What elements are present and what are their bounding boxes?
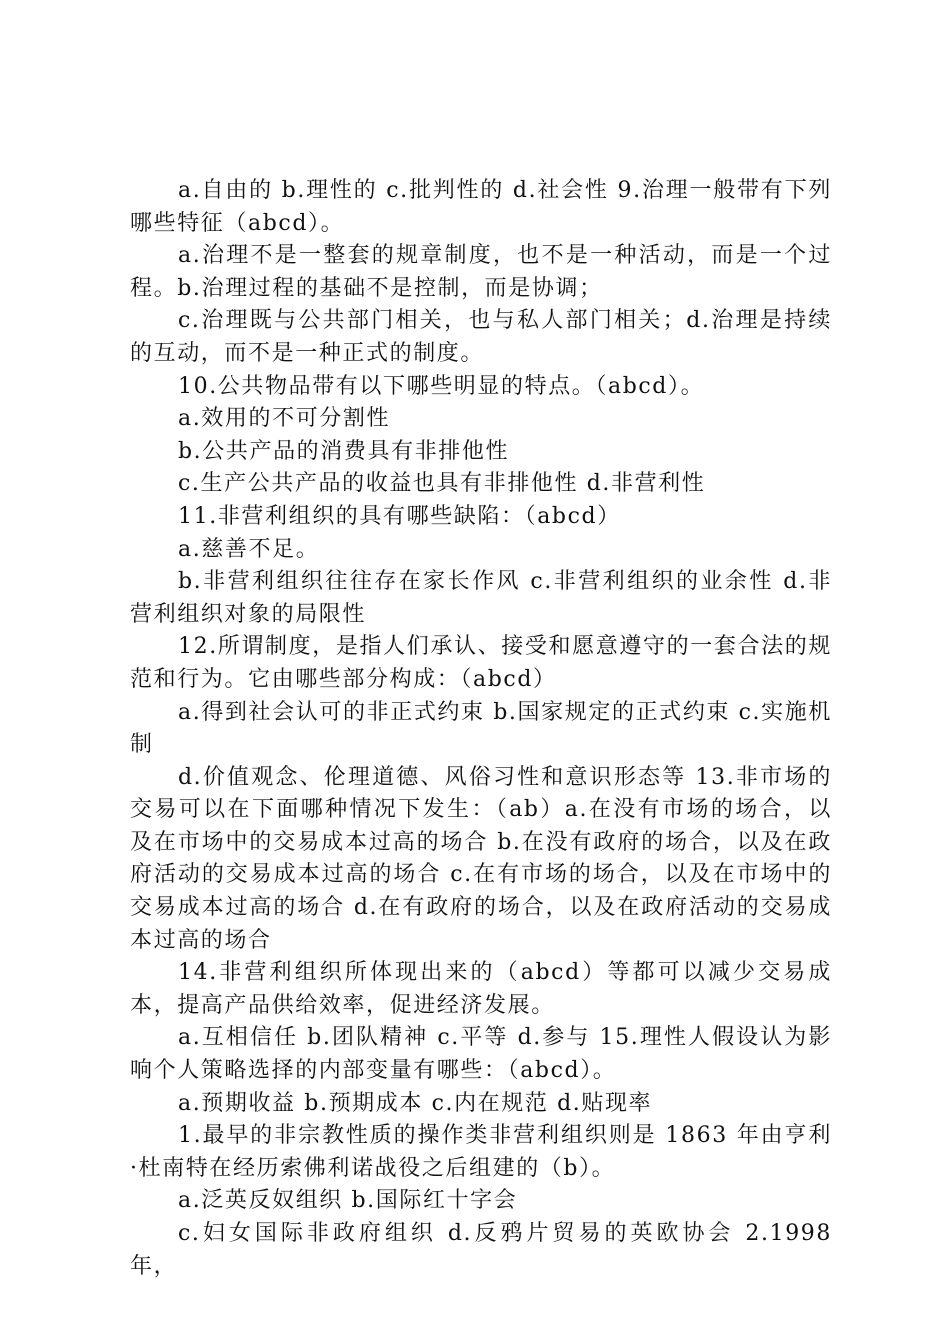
paragraph: c.妇女国际非政府组织 d.反鸦片贸易的英欧协会 2.1998 年， (130, 1221, 832, 1279)
paragraph: 11.非营利组织的具有哪些缺陷：（abcd） (178, 503, 621, 529)
paragraph: a.自由的 b.理性的 c.批判性的 d.社会性 9.治理一般带有下列哪些特征（abcd）。 (130, 178, 832, 236)
paragraph: d.价值观念、伦理道德、风俗习性和意识形态等 13.非市场的交易可以在下面哪种情况下发生：（ab）a.在没有市场的场合，以及在市场中的交易成本过高的场合 b.在没有政府的场合，以及在政府活动的交易成本过高的场合 c.在有市场的场合，以及在市场中的交易成本过高的场合 d.在有政府的场合，以及在政府活动的交易成本过高的场合 (130, 764, 832, 953)
paragraph: a.得到社会认可的非正式约束 b.国家规定的正式约束 c.实施机制 (130, 699, 832, 758)
paragraph: 14.非营利组织所体现出来的（abcd）等都可以减少交易成本，提高产品供给效率，促进经济发展。 (130, 960, 832, 1018)
paragraph: b.非营利组织往往存在家长作风 c.非营利组织的业余性 d.非营利组织对象的局限性 (130, 569, 832, 627)
paragraph: 10.公共物品带有以下哪些明显的特点。（abcd）。 (178, 373, 705, 399)
paragraph: b.公共产品的消费具有非排他性 (178, 438, 510, 464)
paragraph: a.泛英反奴组织 b.国际红十字会 (178, 1188, 518, 1214)
paragraph: a.治理不是一整套的规章制度，也不是一种活动，而是一个过程。b.治理过程的基础不是控制，而是协调； (130, 243, 832, 301)
document-body (130, 175, 832, 1283)
paragraph: a.互相信任 b.团队精神 c.平等 d.参与 15.理性人假设认为影响个人策略选择的内部变量有哪些：（abcd）。 (130, 1025, 832, 1084)
paragraph: a.效用的不可分割性 (178, 406, 391, 432)
paragraph: a.预期收益 b.预期成本 c.内在规范 d.贴现率 (178, 1090, 653, 1116)
paragraph: a.慈善不足。 (178, 536, 320, 562)
paragraph: 1.最早的非宗教性质的操作类非营利组织则是 1863 年由亨利·杜南特在经历索佛利诺战役之后组建的（b）。 (130, 1123, 832, 1181)
paragraph: c.治理既与公共部门相关，也与私人部门相关；d.治理是持续的互动，而不是一种正式的制度。 (130, 308, 832, 366)
paragraph: 12.所谓制度，是指人们承认、接受和愿意遵守的一套合法的规范和行为。它由哪些部分构成：（abcd） (130, 634, 832, 692)
paragraph: c.生产公共产品的收益也具有非排他性 d.非营利性 (178, 471, 706, 497)
